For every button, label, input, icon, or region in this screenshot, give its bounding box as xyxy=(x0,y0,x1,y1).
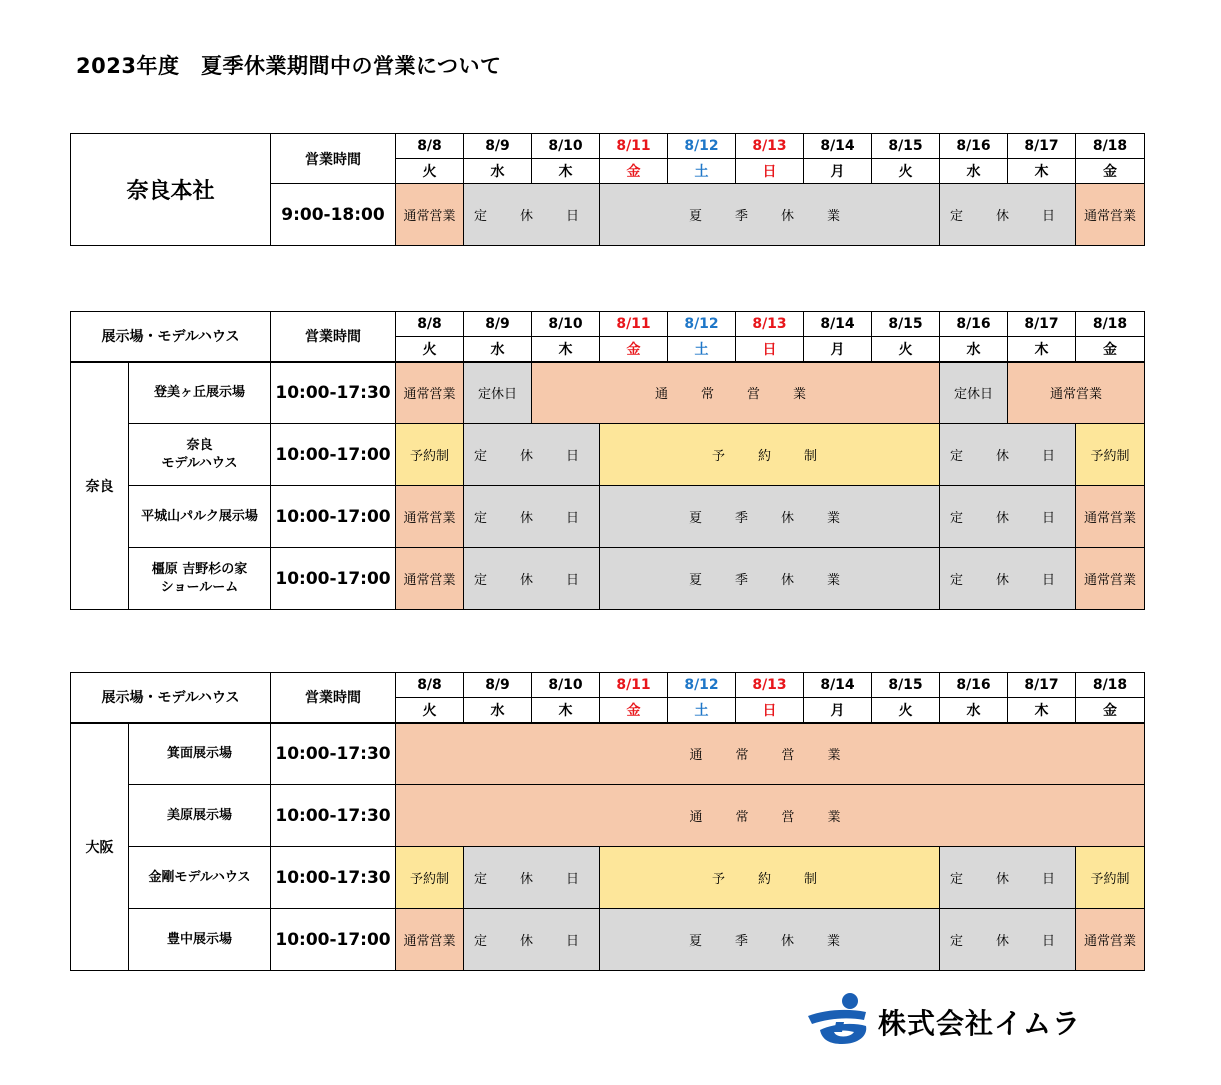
weekday-header: 金 xyxy=(1076,159,1145,184)
date-header: 8/17 xyxy=(1008,673,1076,698)
weekday-header: 火 xyxy=(396,698,464,723)
status-cell-reserve: 予約制 xyxy=(396,424,464,486)
date-header: 8/13 xyxy=(736,312,804,337)
status-cell-closed: 定 休 日 xyxy=(464,909,600,971)
weekday-header: 木 xyxy=(532,698,600,723)
weekday-header: 水 xyxy=(464,159,532,184)
status-cell-closed: 定 休 日 xyxy=(464,486,600,548)
status-cell-normal: 通常営業 xyxy=(396,909,464,971)
business-hours: 10:00-17:30 xyxy=(271,362,396,424)
weekday-header: 土 xyxy=(668,698,736,723)
date-header: 8/17 xyxy=(1008,312,1076,337)
company-logo-mark-icon xyxy=(806,992,876,1048)
weekday-header: 水 xyxy=(464,337,532,362)
location-name: 金剛モデルハウス xyxy=(129,847,271,909)
status-cell-normal: 通常営業 xyxy=(1076,548,1145,610)
location-name: 豊中展示場 xyxy=(129,909,271,971)
date-header: 8/12 xyxy=(668,134,736,159)
weekday-header: 金 xyxy=(1076,337,1145,362)
group-header: 展示場・モデルハウス xyxy=(71,312,271,362)
weekday-header: 木 xyxy=(1008,159,1076,184)
status-cell-summer: 夏 季 休 業 xyxy=(600,909,940,971)
status-cell-normal: 通常営業 xyxy=(396,362,464,424)
business-hours: 10:00-17:30 xyxy=(271,785,396,847)
date-header: 8/17 xyxy=(1008,134,1076,159)
business-hours: 10:00-17:00 xyxy=(271,548,396,610)
status-cell-normal: 通常営業 xyxy=(1076,184,1145,246)
weekday-header: 木 xyxy=(532,159,600,184)
weekday-header: 火 xyxy=(872,698,940,723)
weekday-header: 金 xyxy=(1076,698,1145,723)
date-header: 8/11 xyxy=(600,312,668,337)
status-cell-normal: 通常営業 xyxy=(1008,362,1145,424)
status-cell-reserve: 予約制 xyxy=(396,847,464,909)
date-header: 8/10 xyxy=(532,312,600,337)
branch-name: 奈良本社 xyxy=(71,134,271,246)
date-header: 8/12 xyxy=(668,673,736,698)
status-cell-closed: 定 休 日 xyxy=(464,548,600,610)
weekday-header: 水 xyxy=(940,159,1008,184)
location-name: 平城山パルク展示場 xyxy=(129,486,271,548)
date-header: 8/9 xyxy=(464,673,532,698)
date-header: 8/10 xyxy=(532,673,600,698)
weekday-header: 水 xyxy=(940,337,1008,362)
date-header: 8/14 xyxy=(804,312,872,337)
status-cell-normal: 通常営業 xyxy=(1076,909,1145,971)
weekday-header: 木 xyxy=(532,337,600,362)
business-hours: 10:00-17:30 xyxy=(271,847,396,909)
location-name: 箕面展示場 xyxy=(129,723,271,785)
date-header: 8/14 xyxy=(804,673,872,698)
status-cell-summer: 夏 季 休 業 xyxy=(600,486,940,548)
status-cell-closed: 定 休 日 xyxy=(464,424,600,486)
status-cell-closed: 定 休 日 xyxy=(940,184,1076,246)
weekday-header: 金 xyxy=(600,698,668,723)
status-cell-normal: 通常営業 xyxy=(396,184,464,246)
group-header: 展示場・モデルハウス xyxy=(71,673,271,723)
weekday-header: 日 xyxy=(736,337,804,362)
hours-header: 営業時間 xyxy=(271,673,396,723)
date-header: 8/16 xyxy=(940,312,1008,337)
date-header: 8/9 xyxy=(464,134,532,159)
region-label: 大阪 xyxy=(71,723,129,971)
weekday-header: 月 xyxy=(804,698,872,723)
weekday-header: 水 xyxy=(940,698,1008,723)
status-cell-closed: 定 休 日 xyxy=(940,847,1076,909)
location-name: 登美ヶ丘展示場 xyxy=(129,362,271,424)
status-cell-closed: 定 休 日 xyxy=(464,847,600,909)
date-header: 8/9 xyxy=(464,312,532,337)
weekday-header: 火 xyxy=(396,159,464,184)
hours-header: 営業時間 xyxy=(271,134,396,184)
date-header: 8/11 xyxy=(600,673,668,698)
status-cell-summer: 夏 季 休 業 xyxy=(600,548,940,610)
status-cell-normal: 通常営業 xyxy=(396,548,464,610)
date-header: 8/15 xyxy=(872,312,940,337)
date-header: 8/11 xyxy=(600,134,668,159)
weekday-header: 金 xyxy=(600,337,668,362)
status-cell-normal: 通 常 営 業 xyxy=(532,362,940,424)
date-header: 8/8 xyxy=(396,312,464,337)
location-name: 奈良 モデルハウス xyxy=(129,424,271,486)
weekday-header: 火 xyxy=(396,337,464,362)
status-cell-closed: 定 休 日 xyxy=(940,548,1076,610)
status-cell-closed: 定 休 日 xyxy=(464,184,600,246)
status-cell-normal: 通常営業 xyxy=(1076,486,1145,548)
status-cell-closed: 定 休 日 xyxy=(940,909,1076,971)
date-header: 8/13 xyxy=(736,134,804,159)
hours-header: 営業時間 xyxy=(271,312,396,362)
status-cell-closed: 定 休 日 xyxy=(940,424,1076,486)
date-header: 8/13 xyxy=(736,673,804,698)
location-name: 橿原 吉野杉の家 ショールーム xyxy=(129,548,271,610)
status-cell-normal: 通 常 営 業 xyxy=(396,785,1145,847)
status-cell-reserve: 予約制 xyxy=(1076,847,1145,909)
date-header: 8/18 xyxy=(1076,134,1145,159)
osaka-showroom-table xyxy=(70,672,1145,971)
business-hours: 10:00-17:00 xyxy=(271,424,396,486)
weekday-header: 金 xyxy=(600,159,668,184)
status-cell-reserve: 予 約 制 xyxy=(600,847,940,909)
date-header: 8/8 xyxy=(396,673,464,698)
status-cell-normal: 通 常 営 業 xyxy=(396,723,1145,785)
company-logo-text: 株式会社イムラ xyxy=(878,1007,1082,1040)
status-cell-closed: 定休日 xyxy=(940,362,1008,424)
status-cell-reserve: 予 約 制 xyxy=(600,424,940,486)
weekday-header: 日 xyxy=(736,159,804,184)
status-cell-closed: 定休日 xyxy=(464,362,532,424)
page-title: 2023年度 夏季休業期間中の営業について xyxy=(76,54,502,78)
business-hours: 10:00-17:00 xyxy=(271,909,396,971)
date-header: 8/15 xyxy=(872,673,940,698)
date-header: 8/15 xyxy=(872,134,940,159)
weekday-header: 土 xyxy=(668,337,736,362)
date-header: 8/18 xyxy=(1076,673,1145,698)
date-header: 8/10 xyxy=(532,134,600,159)
status-cell-reserve: 予約制 xyxy=(1076,424,1145,486)
status-cell-normal: 通常営業 xyxy=(396,486,464,548)
weekday-header: 木 xyxy=(1008,698,1076,723)
region-label: 奈良 xyxy=(71,362,129,610)
weekday-header: 日 xyxy=(736,698,804,723)
nara-showroom-table xyxy=(70,311,1145,610)
weekday-header: 月 xyxy=(804,337,872,362)
date-header: 8/16 xyxy=(940,673,1008,698)
weekday-header: 月 xyxy=(804,159,872,184)
date-header: 8/18 xyxy=(1076,312,1145,337)
business-hours: 9:00-18:00 xyxy=(271,184,396,246)
date-header: 8/12 xyxy=(668,312,736,337)
hq-schedule-table xyxy=(70,133,1145,246)
business-hours: 10:00-17:30 xyxy=(271,723,396,785)
location-name: 美原展示場 xyxy=(129,785,271,847)
weekday-header: 火 xyxy=(872,337,940,362)
weekday-header: 火 xyxy=(872,159,940,184)
date-header: 8/16 xyxy=(940,134,1008,159)
status-cell-summer: 夏 季 休 業 xyxy=(600,184,940,246)
weekday-header: 土 xyxy=(668,159,736,184)
company-logo xyxy=(806,992,1126,1048)
status-cell-closed: 定 休 日 xyxy=(940,486,1076,548)
weekday-header: 水 xyxy=(464,698,532,723)
date-header: 8/14 xyxy=(804,134,872,159)
business-hours: 10:00-17:00 xyxy=(271,486,396,548)
weekday-header: 木 xyxy=(1008,337,1076,362)
date-header: 8/8 xyxy=(396,134,464,159)
